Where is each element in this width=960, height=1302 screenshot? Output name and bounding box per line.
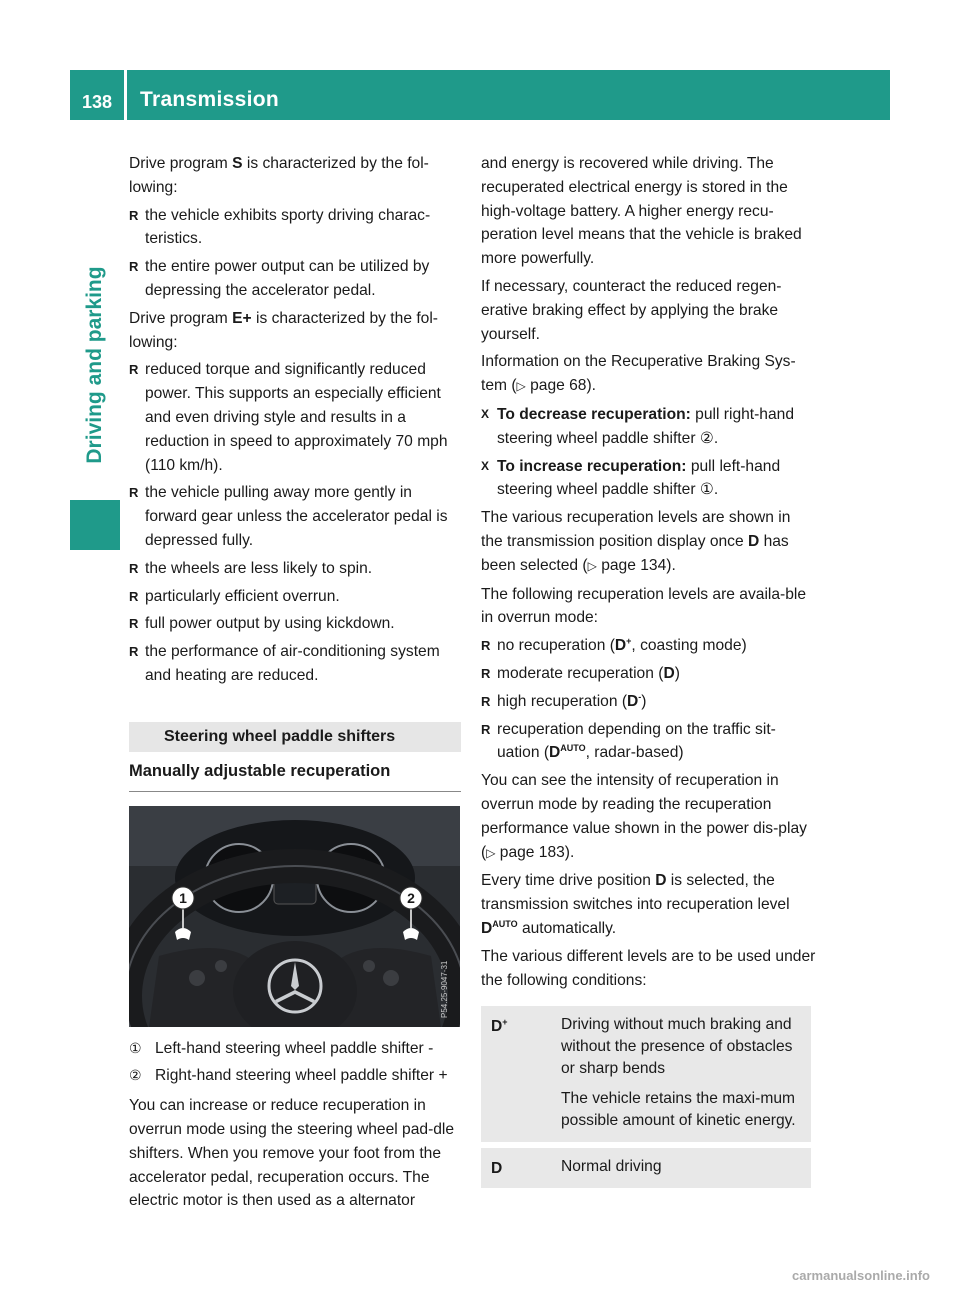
bullet-marker: R	[129, 362, 139, 378]
table-row	[481, 1006, 811, 1142]
paragraph: Every time drive position D is selected, the transmission switches into recuperation level $D^{AUTO}$ automatically.	[481, 872, 790, 937]
paragraph: The following recuperation levels are availa-ble in overrun mode:	[481, 585, 807, 627]
bullet-marker: R	[129, 588, 139, 604]
eplus-intro: Drive program E+ is characterized by the fol-lowing:	[129, 309, 438, 351]
bullet-marker: R	[481, 721, 491, 737]
table-cell-key: D	[481, 1148, 553, 1188]
page-ref-icon: ▷	[516, 379, 526, 394]
list-item: R high recuperation (D-)	[481, 690, 816, 714]
paragraph: Information on the Recuperative Braking Sys-tem (▷ page 68).	[481, 353, 796, 395]
sub-heading: Manually adjustable recuperation	[129, 760, 461, 792]
list-item: R particularly efficient overrun.	[129, 585, 461, 609]
bullet-marker: R	[129, 259, 139, 275]
caption-item: ① Left-hand steering wheel paddle shifter -	[129, 1039, 434, 1057]
list-item: R moderate recuperation (D)	[481, 662, 816, 686]
list-item: R recuperation depending on the traffic sit-uation ($D^{AUTO}$, radar-based)	[481, 718, 816, 766]
recuperation-levels-table	[481, 1006, 811, 1188]
list-item: R no recuperation (D+, coasting mode)	[481, 634, 816, 658]
footer-watermark: carmanualsonline.info	[792, 1268, 930, 1283]
bullet-marker: R	[129, 644, 139, 660]
page-number: 138	[82, 92, 113, 112]
action-item: X To decrease recuperation: pull right-hand steering wheel paddle shifter ②.	[481, 403, 816, 451]
image-code: P54.25-9047-31	[440, 960, 449, 1018]
bullet-marker: R	[129, 560, 139, 576]
page-ref-icon: ▷	[486, 845, 496, 860]
table-cell-desc: Normal driving	[553, 1148, 811, 1188]
action-item: X To increase recuperation: pull left-hand steering wheel paddle shifter ①.	[481, 455, 816, 503]
paragraph: The various different levels are to be used under the following conditions:	[481, 947, 816, 989]
action-arrow-icon: X	[481, 406, 490, 421]
s-intro: Drive program S is characterized by the fol-lowing:	[129, 155, 429, 196]
list-item: R the vehicle pulling away more gently in forward gear unless the accelerator pedal is depressed fully.	[129, 481, 461, 552]
bullet-marker: R	[481, 665, 491, 681]
paragraph: The various recuperation levels are shown in the transmission position display once D has been selected (▷ page 134).	[481, 509, 791, 574]
page-ref-icon: ▷	[587, 558, 597, 573]
bullet-marker: R	[129, 485, 139, 501]
closing-paragraph: You can increase or reduce recuperation in overrun mode using the steering wheel pad-dle shifters. When you remove your foot from the accelerator pedal, recuperation occurs. The electric motor is then used as a alternator	[129, 1097, 455, 1210]
svg-text:2: 2	[407, 889, 415, 906]
list-item: R the wheels are less likely to spin.	[129, 557, 461, 581]
side-tab-block	[70, 500, 120, 550]
table-cell-desc: Driving without much braking and without the presence of obstacles or sharp bends The vehicle retains the maxi-mum possible amount of kinetic energy.	[553, 1006, 811, 1142]
section-heading: Steering wheel paddle shifters	[129, 722, 461, 752]
bullet-marker: R	[481, 638, 491, 654]
list-item: R the entire power output can be utilized by depressing the accelerator pedal.	[129, 255, 461, 303]
bullet-marker: R	[481, 693, 491, 709]
side-tab-label: Driving and parking	[83, 266, 106, 464]
list-item: R the performance of air-conditioning system and heating are reduced.	[129, 640, 461, 688]
paragraph: and energy is recovered while driving. The recuperated electrical energy is stored in the high-voltage battery. A higher energy recu-peration level means that the vehicle is braked more powerfully.	[481, 155, 802, 268]
bullet-marker: R	[129, 616, 139, 632]
table-row	[481, 1148, 811, 1188]
table-cell-key: D+	[481, 1006, 553, 1142]
list-item: R full power output by using kickdown.	[129, 612, 461, 636]
left-column	[129, 152, 461, 1217]
steering-wheel-photo	[129, 806, 460, 1027]
list-item: R reduced torque and significantly reduced power. This supports an especially efficient and even driving style and results in a reduction in speed to approximately 70 mph (110 km/h).	[129, 358, 461, 477]
paragraph: If necessary, counteract the reduced regen-erative braking effect by applying the brake yourself.	[481, 277, 782, 343]
right-column	[481, 152, 816, 1188]
svg-text:1: 1	[179, 889, 187, 906]
list-item: R the vehicle exhibits sporty driving charac-teristics.	[129, 204, 461, 252]
section-title: Transmission	[140, 88, 279, 111]
header-divider	[124, 70, 127, 120]
bullet-marker: R	[129, 207, 139, 223]
caption-item: ② Right-hand steering wheel paddle shifter +	[129, 1067, 448, 1085]
action-arrow-icon: X	[481, 458, 490, 473]
paragraph: You can see the intensity of recuperation in overrun mode by reading the recuperation performance value shown in the power dis-play (▷ page 183).	[481, 772, 807, 861]
